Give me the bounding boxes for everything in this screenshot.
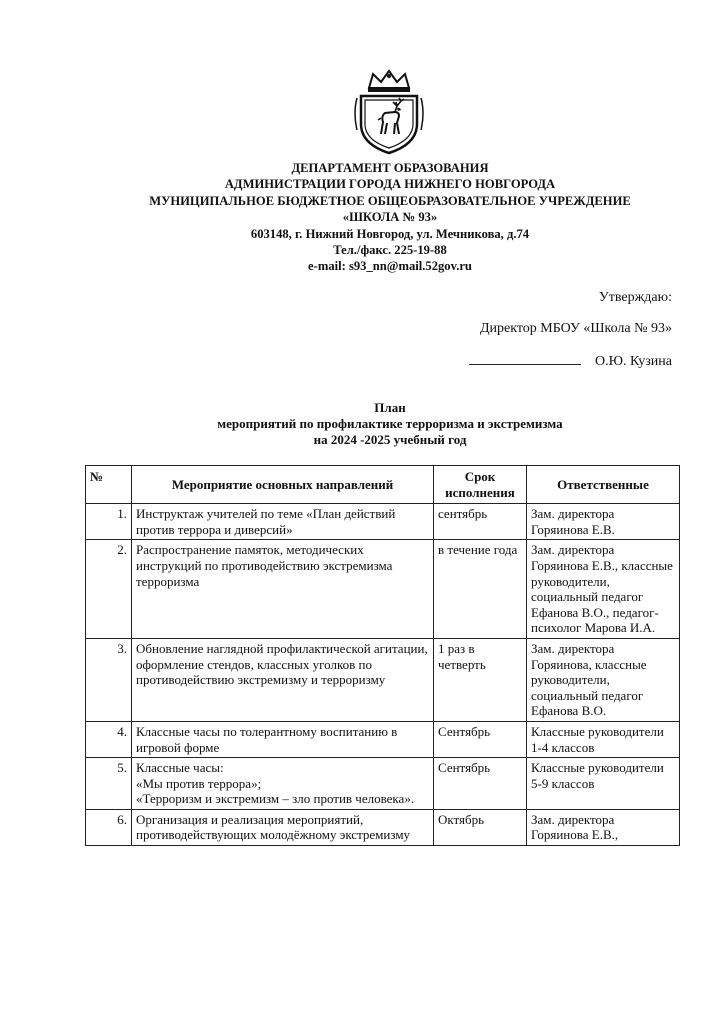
table-row — [86, 758, 680, 810]
row-number: 1. — [86, 504, 132, 540]
header-line-school-name: «ШКОЛА № 93» — [342, 210, 438, 225]
responsible-text: Зам. директора Горяинова, классные руководители, социальный педагог Ефанова В.О. — [531, 640, 647, 719]
row-term: сентябрь — [434, 504, 527, 540]
event-text: Классные часы по толерантному воспитанию в игровой форме — [136, 723, 398, 755]
approval-label: Утверждаю: — [598, 290, 672, 305]
row-term: Сентябрь — [434, 721, 527, 757]
responsible-text: 5-9 классов — [531, 775, 595, 791]
responsible-text: Зам. директора Горяинова Е.В. — [531, 506, 615, 537]
approval-name: О.Ю. Кузина — [594, 354, 672, 369]
table-row — [86, 638, 680, 721]
approval-signature-row — [352, 352, 672, 383]
responsible-text: Классные руководители — [531, 760, 664, 776]
header-line-address: 603148, г. Нижний Новгород, ул. Мечникова, д.74 — [250, 226, 530, 241]
row-number: 4. — [86, 721, 132, 757]
responsible-text: Зам. директора Горяинова Е.В., классные руководители, социальный педагог Ефанова В.О., педагог-психолог Марова И.А. — [531, 542, 673, 636]
school-letterhead — [60, 160, 720, 275]
row-event — [132, 809, 434, 845]
event-text: «Терроризм и экстремизм – зло против человека». — [136, 791, 415, 807]
row-term: в течение года — [434, 540, 527, 639]
row-responsible — [527, 721, 680, 757]
row-event — [132, 721, 434, 757]
event-text: Инструктаж учителей по теме «План действий против террора и диверсий» — [136, 506, 396, 537]
plan-title-line3: на 2024 -2025 учебный год — [313, 432, 467, 447]
row-responsible — [527, 758, 680, 810]
row-term: Сентябрь — [434, 758, 527, 810]
row-event — [132, 638, 434, 721]
responsible-text: 1-4 классов — [531, 739, 595, 755]
plan-title — [80, 400, 700, 448]
city-coat-of-arms-emblem — [351, 68, 427, 156]
row-event — [132, 758, 434, 810]
header-line-department: ДЕПАРТАМЕНТ ОБРАЗОВАНИЯ — [291, 161, 489, 175]
plan-title-line2: мероприятий по профилактике терроризма и экстремизма — [217, 416, 563, 431]
header-line-institution: МУНИЦИПАЛЬНОЕ БЮДЖЕТНОЕ ОБЩЕОБРАЗОВАТЕЛЬНОЕ УЧРЕЖДЕНИЕ — [149, 193, 631, 208]
row-responsible — [527, 638, 680, 721]
row-responsible — [527, 504, 680, 540]
header-event: Мероприятие основных направлений — [132, 466, 434, 504]
approval-position: Директор МБОУ «Школа № 93» — [479, 321, 672, 336]
row-number: 2. — [86, 540, 132, 639]
plan-table-body — [86, 504, 680, 846]
header-term: Срок исполнения — [434, 466, 527, 504]
table-row — [86, 721, 680, 757]
row-event — [132, 504, 434, 540]
table-row — [86, 809, 680, 845]
event-text: Обновление наглядной профилактической агитации, оформление стендов, классных уголков по противодействию экстремизму и терроризму — [136, 640, 428, 688]
event-text: Организация и реализация мероприятий, противодействующих молодёжному экстремизму — [136, 811, 411, 843]
row-number: 5. — [86, 758, 132, 810]
event-text: «Мы против террора»; — [136, 775, 262, 791]
plan-table — [85, 465, 680, 846]
event-text: Классные часы: — [136, 760, 224, 776]
approval-block — [352, 290, 672, 383]
row-responsible — [527, 540, 680, 639]
row-term: Октябрь — [434, 809, 527, 845]
row-responsible — [527, 809, 680, 845]
row-event — [132, 540, 434, 639]
header-num: № — [86, 466, 132, 504]
header-line-email: e-mail: s93_nn@mail.52gov.ru — [308, 259, 472, 274]
header-responsible: Ответственные — [527, 466, 680, 504]
signature-line — [469, 352, 581, 365]
responsible-text: Классные руководители — [531, 723, 664, 739]
row-number: 3. — [86, 638, 132, 721]
row-number: 6. — [86, 809, 132, 845]
header-line-administration: АДМИНИСТРАЦИИ ГОРОДА НИЖНЕГО НОВГОРОДА — [224, 177, 556, 192]
row-term: 1 раз в четверть — [434, 638, 527, 721]
responsible-text: Зам. директора Горяинова Е.В., — [531, 811, 619, 843]
event-text: Распространение памяток, методических инструкций по противодействию экстремизма терроризма — [136, 542, 393, 589]
table-row — [86, 504, 680, 540]
table-row — [86, 540, 680, 639]
plan-title-line1: План — [374, 400, 406, 415]
table-header-row — [86, 466, 680, 504]
header-line-phone: Тел./факс. 225-19-88 — [333, 243, 447, 258]
